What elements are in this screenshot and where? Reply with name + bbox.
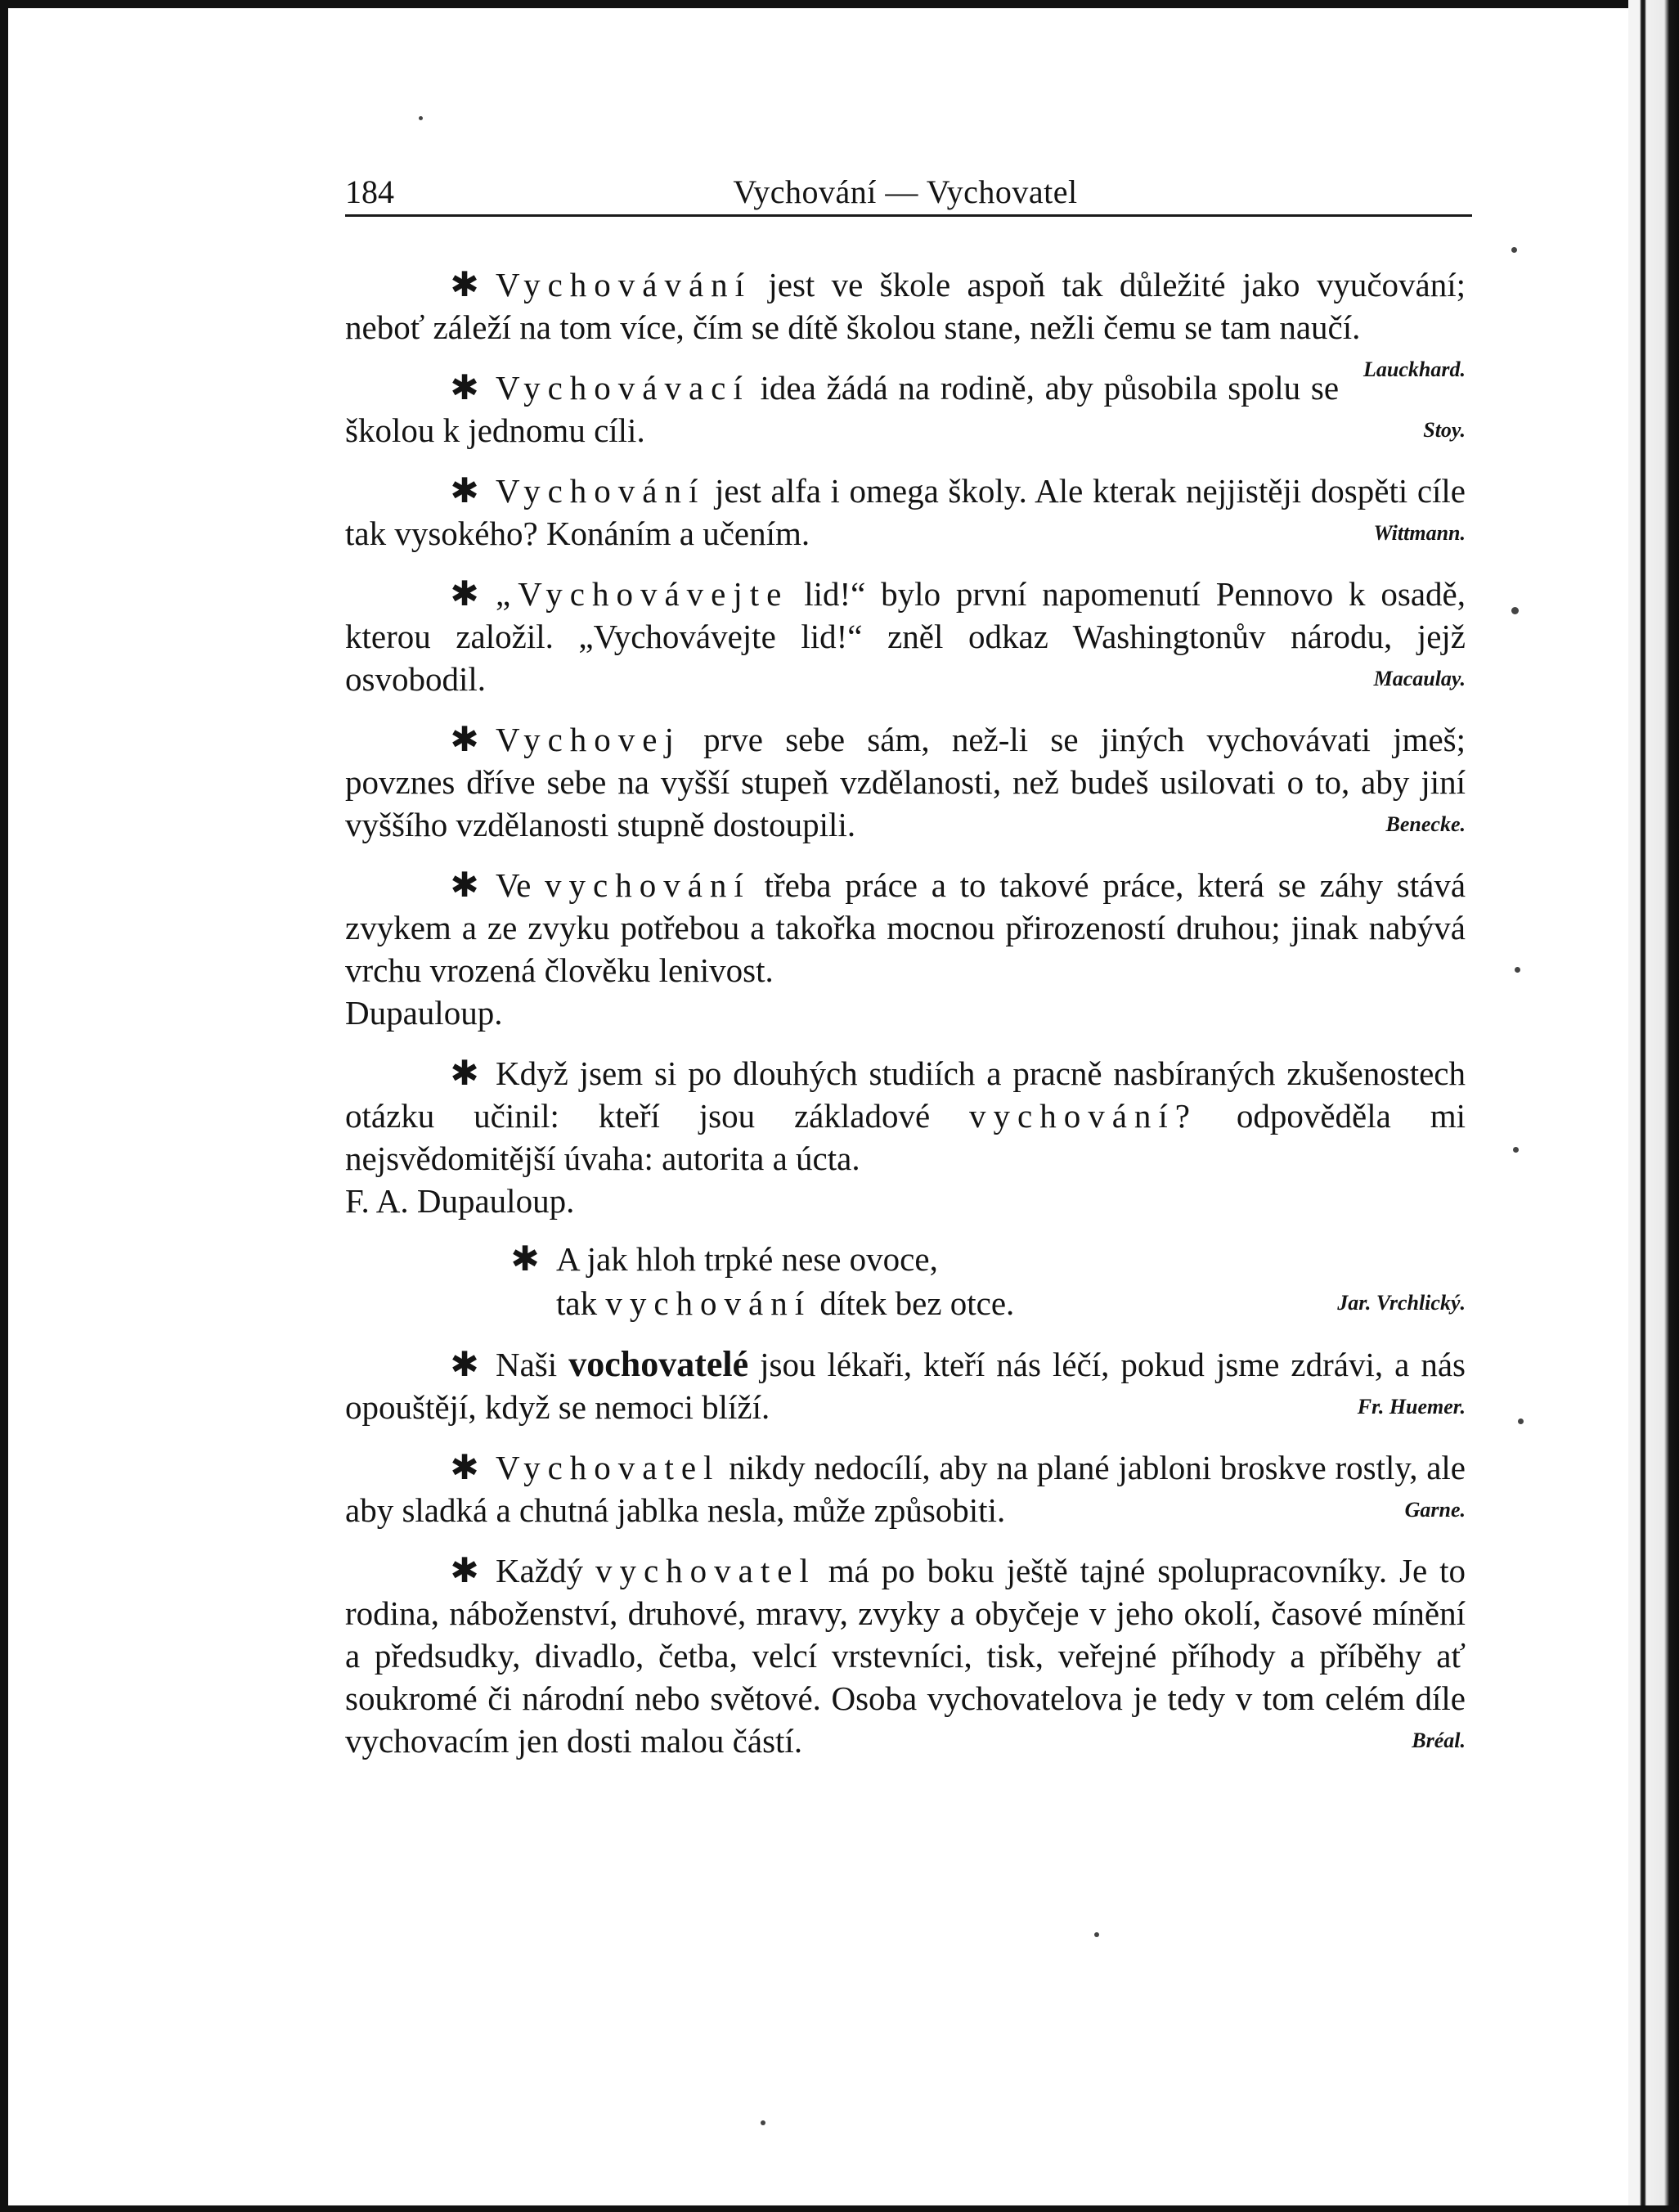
scan-speck	[1518, 1418, 1524, 1424]
quote-lead-tail: lid!“	[804, 575, 866, 613]
quote-author: F. A. Dupauloup.	[345, 1182, 575, 1220]
poem-line-2-lead: vychování	[605, 1284, 812, 1322]
quote-text: jsou lékaři, kteří nás léčí, pokud jsme zdrávi, a nás opouštějí, když se nemoci blíží.	[345, 1346, 1466, 1426]
quote-author: Garne.	[1404, 1498, 1466, 1522]
quote-author: Stoy.	[1423, 418, 1466, 442]
quote-9	[345, 1446, 1466, 1531]
quote-text: idea žádá na rodině, aby působila spolu se školou k jednomu cíli.	[345, 369, 1340, 449]
quote-6	[345, 864, 1466, 991]
asterisk-icon: ✱	[450, 719, 479, 759]
scan-speck	[1513, 1147, 1519, 1153]
quote-7	[345, 1052, 1466, 1180]
poem-line-1	[510, 1237, 1466, 1281]
quote-pre: Každý	[496, 1552, 584, 1589]
quote-author: Dupauloup.	[345, 994, 503, 1032]
quote-text: odpověděla mi nejsvědomitější úvaha: autorita a úcta.	[345, 1097, 1466, 1177]
quote-lead: vychovatel	[595, 1552, 816, 1589]
quotes-list	[345, 263, 1466, 1762]
quote-4	[345, 573, 1466, 700]
quote-author: Benecke.	[1385, 812, 1466, 836]
quote-lead: vychování?	[969, 1097, 1197, 1135]
running-title: Vychování — Vychovatel	[733, 173, 1078, 210]
quote-lead: Vychovávání	[496, 266, 752, 303]
asterisk-icon: ✱	[450, 1344, 479, 1384]
quote-8	[345, 1343, 1466, 1428]
quote-3	[345, 470, 1466, 555]
poem-line-2-pre: tak	[556, 1284, 598, 1322]
quote-author: Bréal.	[1412, 1729, 1466, 1752]
asterisk-icon: ✱	[450, 1447, 479, 1487]
scan-speck	[1511, 247, 1517, 253]
asterisk-icon: ✱	[450, 470, 479, 510]
quote-pre: Ve	[496, 866, 532, 904]
quote-5	[345, 718, 1466, 846]
asterisk-icon: ✱	[450, 573, 479, 614]
quote-text: jest ve škole aspoň tak důležité jako vyučování; neboť záleží na tom více, čím se dítě školou stane, nežli čemu se tam naučí.	[345, 266, 1466, 346]
header-rule	[345, 214, 1472, 217]
scan-speck	[1094, 1932, 1099, 1937]
asterisk-icon: ✱	[450, 865, 479, 905]
quote-text: má po boku ještě tajné spolupracovníky. Je to rodina, náboženství, druhové, mravy, zvyky a obyčeje v jeho okolí, časové mínění a předsudky, divadlo, četba, velcí vrstevníci, tisk, veřejné příhody a příběhy ať soukromé či národní nebo světové. Osoba vychovatelova je tedy v tom celém díle vychovacím jen dosti malou částí.	[345, 1552, 1466, 1760]
scan-speck	[419, 116, 423, 120]
quote-lead: „Vychovávejte	[496, 575, 789, 613]
scan-speck	[1511, 607, 1519, 614]
asterisk-icon: ✱	[450, 367, 479, 407]
quote-text: jest alfa i omega školy. Ale kterak nejjistěji dospěti cíle tak vysokého? Konáním a učením.	[345, 472, 1466, 552]
poem-line-2	[556, 1281, 1466, 1325]
book-page	[345, 172, 1466, 1780]
scan-border-left	[0, 0, 8, 2212]
quote-text-before: Když jsem si po dlouhých studiích a pracně nasbíraných zkušenostech otázku učinil: kteří jsou základové	[345, 1054, 1466, 1135]
asterisk-icon: ✱	[450, 264, 479, 304]
poem-quote	[510, 1237, 1466, 1325]
scan-speck	[1515, 967, 1520, 973]
quote-lead: vychování	[545, 866, 751, 904]
quote-text: prve sebe sám, než-li se jiných vychovávati jmeš; povznes dříve sebe na vyšší stupeň vzdělanosti, než budeš usilovati o to, aby jiní vyššího vzdělanosti stupně dostoupili.	[345, 721, 1466, 843]
scan-border-right	[1628, 0, 1679, 2212]
asterisk-icon: ✱	[450, 1550, 479, 1590]
quote-1	[345, 263, 1466, 381]
poem-line-1-text: A jak hloh trpké nese ovoce,	[556, 1240, 938, 1278]
quote-text: bylo první napomenutí Pennovo k osadě, kterou založil. „Vychovávejte lid!“ zněl odkaz Washingtonův národu, jejž osvobodil.	[345, 575, 1466, 698]
quote-10	[345, 1549, 1466, 1762]
scan-speck	[761, 2120, 765, 2125]
page-header	[345, 172, 1466, 218]
scan-border-top	[0, 0, 1679, 8]
quote-author: Fr. Huemer.	[1357, 1395, 1466, 1418]
poem-line-2-post: dítek bez otce.	[819, 1284, 1015, 1322]
quote-2	[345, 366, 1466, 452]
quote-lead: Vychování	[496, 472, 706, 510]
asterisk-icon: ✱	[450, 1053, 479, 1093]
quote-author: Lauckhard.	[1363, 357, 1466, 381]
quote-lead: Vychovatel	[496, 1449, 721, 1486]
quote-author: Jar. Vrchlický.	[1337, 1291, 1466, 1315]
page-number: 184	[345, 173, 394, 210]
quote-text: nikdy nedocílí, aby na plané jabloni broskve rostly, ale aby sladká a chutná jablka nesla, může způsobiti.	[345, 1449, 1466, 1529]
asterisk-icon: ✱	[510, 1239, 540, 1279]
quote-text: třeba práce a to takové práce, která se záhy stává zvykem a ze zvyku potřebou a takořka mocnou přirozeností druhou; jinak nabývá vrchu vrozená člověku lenivost.	[345, 866, 1466, 989]
quote-lead: Vychovej	[496, 721, 681, 758]
quote-bold-word: vochovatelé	[568, 1344, 749, 1384]
quote-pre: Naši	[496, 1346, 558, 1383]
quote-author: Macaulay.	[1373, 667, 1466, 690]
quote-author: Wittmann.	[1373, 521, 1466, 545]
quote-lead: Vychovávací	[496, 369, 750, 407]
scan-border-bottom	[0, 2205, 1679, 2212]
